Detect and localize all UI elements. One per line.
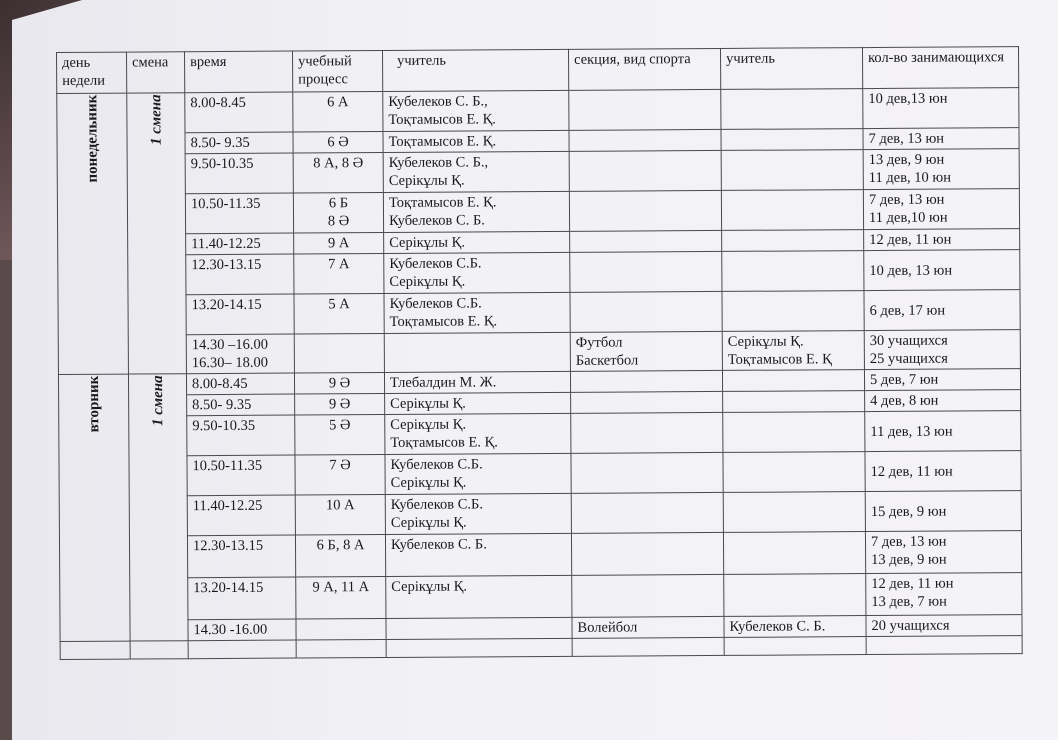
day-label: понедельник <box>83 94 101 183</box>
empty-cell <box>130 641 188 659</box>
count-text: 6 дев, 17 юн <box>869 302 946 319</box>
time-text: 11.40-12.25 <box>191 235 261 253</box>
section-teacher-cell <box>722 251 864 292</box>
teacher-cell <box>385 533 571 576</box>
class-text: 9 Ә <box>328 396 351 413</box>
header-time: время <box>185 51 293 93</box>
teacher-name: Тоқтамысов Е. Қ. <box>390 434 498 451</box>
teacher-cell <box>385 493 571 534</box>
count-cell <box>863 149 1019 190</box>
header-row <box>57 47 1019 94</box>
count-cell <box>866 615 1022 637</box>
section-cell <box>569 150 721 191</box>
table-row <box>58 290 1020 336</box>
class-text: 7 Ә <box>329 457 351 474</box>
class-cell <box>294 334 384 374</box>
section-teacher-cell <box>721 129 863 151</box>
count-text: 20 учащихся <box>871 617 950 635</box>
teacher-name: Серікұлы Қ. <box>390 514 467 531</box>
class-text: 8 Ә <box>327 213 350 230</box>
section-teacher-cell <box>723 492 865 533</box>
teacher-cell <box>384 252 570 293</box>
empty-cell <box>386 638 572 657</box>
teacher-cell <box>386 617 572 639</box>
section-teacher-cell <box>722 370 864 392</box>
empty-cell <box>188 640 296 659</box>
class-cell <box>293 92 383 133</box>
time-text: 11.40-12.25 <box>192 497 263 515</box>
count-cell <box>863 128 1019 150</box>
count-text: 13 дев, 9 юн <box>871 551 947 569</box>
class-cell <box>296 576 386 619</box>
table-row <box>58 250 1020 296</box>
section-teacher-cell <box>722 230 864 252</box>
time-cell <box>185 193 293 234</box>
teacher-cell <box>385 392 571 414</box>
time-cell <box>188 577 296 620</box>
schedule-table <box>56 46 1023 660</box>
time-cell <box>186 373 294 395</box>
empty-cell <box>572 637 724 656</box>
time-text: 14.30 -16.00 <box>193 621 268 639</box>
time-text: 12.30-13.15 <box>191 256 262 274</box>
teacher-cell <box>384 332 570 372</box>
section-cell <box>569 129 721 151</box>
teacher-name: Серікұлы Қ. <box>390 474 467 491</box>
table-row <box>57 149 1019 195</box>
section-teacher-name: Тоқтамысов Е. Қ <box>727 351 832 368</box>
header-section-teacher: учитель <box>720 48 862 90</box>
teacher-name: Серікұлы Қ. <box>391 578 468 595</box>
table-row <box>59 531 1021 579</box>
section-teacher-cell <box>721 190 863 231</box>
header-teacher: учитель <box>382 49 568 91</box>
class-text: 6 Ә <box>327 134 349 151</box>
section-cell <box>570 331 722 371</box>
teacher-cell <box>384 371 570 393</box>
header-count: кол-во занимающихся <box>862 47 1018 89</box>
time-cell <box>185 132 293 154</box>
section-teacher-cell <box>723 391 865 413</box>
count-cell <box>865 451 1021 492</box>
teacher-cell <box>384 231 570 253</box>
time-cell <box>186 233 294 255</box>
time-text: 10.50-11.35 <box>190 195 261 213</box>
class-text: 5 А <box>328 296 350 313</box>
teacher-cell <box>383 90 569 131</box>
shift-cell <box>127 93 187 374</box>
count-text: 13 дев, 9 юн <box>868 151 945 169</box>
header-shift: смена <box>127 52 185 93</box>
count-text: 30 учащихся <box>869 332 948 350</box>
time-text: 12.30-13.15 <box>192 537 264 555</box>
count-cell <box>865 411 1021 452</box>
class-cell <box>294 372 384 394</box>
time-cell <box>187 535 295 578</box>
count-text: 10 дев, 13 юн <box>869 262 953 279</box>
time-text: 9.50-10.35 <box>192 417 256 435</box>
header-class: учебный процесс <box>292 51 382 93</box>
teacher-cell <box>383 191 569 232</box>
time-cell <box>187 415 295 456</box>
class-cell <box>296 618 386 640</box>
table-row <box>59 451 1021 497</box>
section-cell <box>571 391 723 413</box>
time-text: 10.50-11.35 <box>192 457 263 475</box>
table-row <box>60 573 1022 621</box>
section-teacher-name: Серікұлы Қ. <box>727 333 804 350</box>
count-cell <box>864 330 1020 370</box>
count-cell <box>864 250 1020 291</box>
section-teacher-cell <box>724 616 866 638</box>
class-cell <box>295 494 385 535</box>
teacher-cell <box>385 453 571 494</box>
teacher-name: Кубелеков С. Б. <box>388 212 485 229</box>
time-text: 13.20-14.15 <box>191 296 262 314</box>
time-text: 8.50- 9.35 <box>192 396 252 414</box>
teacher-name: Кубелеков С.Б. <box>389 255 482 272</box>
count-cell <box>865 531 1021 574</box>
count-text: 7 дев, 13 юн <box>870 533 947 551</box>
section-cell <box>570 251 722 292</box>
table-row <box>58 330 1020 375</box>
time-cell <box>187 455 295 496</box>
class-cell <box>294 233 384 255</box>
section-name: Волейбол <box>577 619 638 636</box>
shift-label: 1 смена <box>149 375 166 427</box>
time-text: 13.20-14.15 <box>193 579 264 597</box>
teacher-name: Кубелеков С. Б., <box>388 93 488 110</box>
count-text: 7 дев, 13 юн <box>868 191 945 209</box>
count-text: 11 дев,10 юн <box>868 209 948 227</box>
section-cell <box>572 574 724 617</box>
empty-cell <box>296 639 386 658</box>
time-text: 8.50- 9.35 <box>190 134 250 152</box>
table-row <box>57 88 1019 134</box>
class-text: 9 А, 11 А <box>312 579 370 596</box>
section-teacher-cell <box>722 331 864 371</box>
teacher-name: Серікұлы Қ. <box>389 273 466 290</box>
count-cell <box>863 189 1019 230</box>
count-cell <box>864 229 1020 251</box>
section-name: Футбол <box>575 334 623 351</box>
table-row <box>59 491 1021 537</box>
day-label: вторник <box>85 375 102 433</box>
teacher-name: Тоқтамысов Е. Қ. <box>388 133 497 150</box>
section-cell <box>569 190 721 231</box>
count-text: 11 дев, 10 юн <box>868 169 952 187</box>
count-cell <box>865 491 1021 532</box>
section-cell <box>571 412 723 453</box>
section-teacher-cell <box>723 532 865 575</box>
header-day: день недели <box>57 52 127 93</box>
count-text: 13 дев, 7 юн <box>871 593 947 611</box>
teacher-name: Серікұлы Қ. <box>389 234 465 251</box>
class-cell <box>294 254 384 295</box>
teacher-cell <box>385 413 571 454</box>
table-row <box>57 189 1019 235</box>
count-text: 15 дев, 9 юн <box>870 503 947 520</box>
class-text: 5 Ә <box>329 417 351 434</box>
count-text: 12 дев, 11 юн <box>871 575 954 593</box>
shift-label: 1 смена <box>147 94 165 146</box>
class-cell <box>293 132 383 154</box>
header-section: секция, вид спорта <box>568 48 720 90</box>
teacher-name: Тоқтамысов Е. Қ. <box>388 111 496 128</box>
class-cell <box>295 534 385 577</box>
section-cell <box>571 532 723 575</box>
count-text: 10 дев,13 юн <box>868 90 948 108</box>
section-teacher-cell <box>724 574 866 617</box>
class-text: 9 Ә <box>328 375 351 392</box>
time-cell <box>187 394 295 416</box>
class-cell <box>295 393 385 415</box>
time-cell <box>186 334 294 374</box>
teacher-cell <box>384 292 570 333</box>
teacher-name: Кубелеков С.Б. <box>390 456 483 473</box>
table-body <box>57 88 1022 660</box>
section-teacher-cell <box>723 412 865 453</box>
empty-cell <box>60 641 130 659</box>
teacher-cell <box>383 151 569 192</box>
class-text: 7 А <box>328 256 350 273</box>
time-cell <box>187 495 295 536</box>
count-cell <box>864 290 1020 331</box>
empty-cell <box>866 636 1022 655</box>
teacher-name: Тлебалдин М. Ж. <box>389 374 497 391</box>
class-text: 10 А <box>325 497 355 514</box>
count-text: 4 дев, 8 юн <box>870 392 939 410</box>
count-text: 12 дев, 11 юн <box>870 463 953 480</box>
count-text: 11 дев, 13 юн <box>870 423 953 440</box>
day-cell <box>58 374 130 641</box>
time-cell <box>185 153 293 194</box>
class-cell <box>293 153 383 194</box>
count-cell <box>864 369 1020 391</box>
count-text: 5 дев, 7 юн <box>869 371 939 389</box>
teacher-name: Кубелеков С. Б. <box>390 536 487 553</box>
count-cell <box>866 573 1022 616</box>
time-cell <box>186 254 294 295</box>
class-text: 9 А <box>327 235 350 252</box>
time-cell <box>185 92 293 133</box>
teacher-cell <box>383 130 569 152</box>
section-teacher-cell <box>721 150 863 191</box>
count-cell <box>863 88 1019 129</box>
section-cell <box>571 492 723 533</box>
time-text: 9.50-10.35 <box>190 155 254 173</box>
section-teacher-cell <box>722 291 864 332</box>
class-cell <box>295 414 385 455</box>
class-text: 6 Б <box>328 195 349 212</box>
teacher-name: Кубелеков С.Б. <box>389 295 482 312</box>
class-cell <box>295 454 385 495</box>
class-text: 6 Б, 8 А <box>316 537 365 554</box>
section-cell <box>570 230 722 252</box>
section-teacher-name: Кубелеков С. Б. <box>729 618 826 635</box>
section-cell <box>570 291 722 332</box>
teacher-name: Серікұлы Қ. <box>388 172 465 189</box>
time-text: 16.30– 18.00 <box>191 354 269 372</box>
class-text: 6 А <box>327 94 349 111</box>
teacher-name: Серікұлы Қ. <box>390 416 467 433</box>
schedule-document <box>56 46 1022 660</box>
class-cell <box>293 193 383 234</box>
time-text: 8.00-8.45 <box>191 375 248 393</box>
teacher-cell <box>386 575 572 618</box>
teacher-name: Серікұлы Қ. <box>390 395 466 412</box>
table-row <box>59 411 1021 457</box>
shift-cell <box>128 374 188 641</box>
section-name: Баскетбол <box>575 352 639 369</box>
count-cell <box>865 390 1021 412</box>
day-cell <box>57 93 129 374</box>
time-text: 8.00-8.45 <box>190 94 246 112</box>
teacher-name: Кубелеков С. Б., <box>388 154 489 171</box>
teacher-name: Тоқтамысов Е. Қ. <box>389 313 498 330</box>
section-cell <box>571 452 723 493</box>
empty-cell <box>724 637 866 656</box>
teacher-name: Тоқтамысов Е. Қ. <box>388 194 497 211</box>
section-cell <box>569 89 721 130</box>
section-teacher-cell <box>723 452 865 493</box>
teacher-name: Кубелеков С.Б. <box>390 496 484 513</box>
class-cell <box>294 294 384 335</box>
count-text: 25 учащихся <box>869 350 948 368</box>
count-text: 12 дев, 11 юн <box>869 231 952 249</box>
section-cell <box>572 616 724 638</box>
section-teacher-cell <box>721 89 863 130</box>
section-cell <box>570 370 722 392</box>
count-text: 7 дев, 13 юн <box>868 130 945 148</box>
time-cell <box>188 619 296 641</box>
class-text: 8 А, 8 Ә <box>313 155 364 172</box>
time-cell <box>186 294 294 335</box>
time-text: 14.30 –16.00 <box>191 336 268 354</box>
